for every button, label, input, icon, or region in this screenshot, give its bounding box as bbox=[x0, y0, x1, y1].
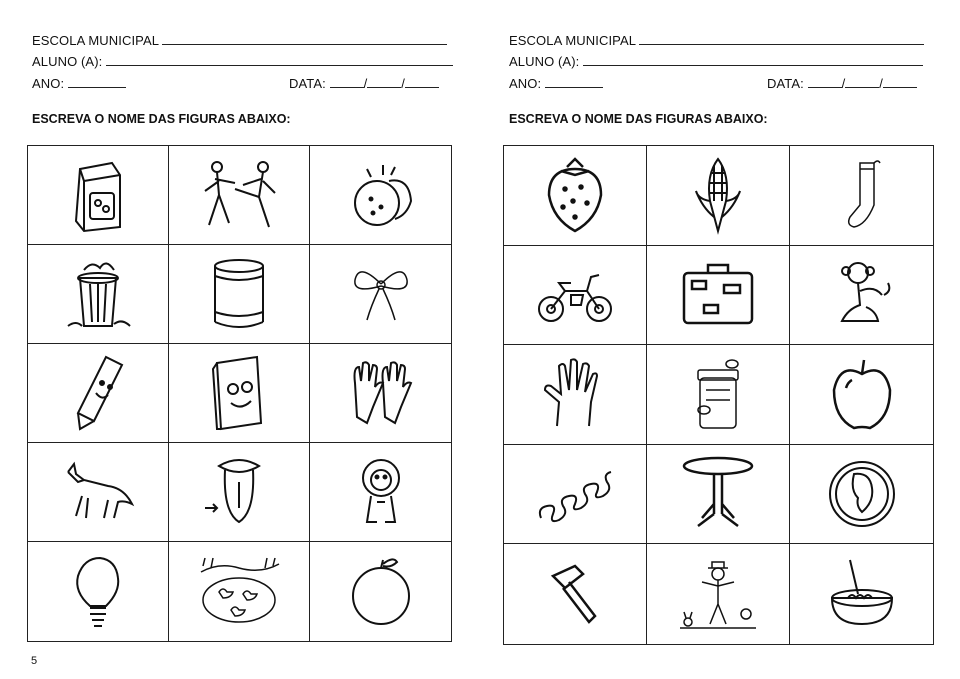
figure-cell bbox=[647, 544, 790, 644]
figure-cell bbox=[647, 345, 790, 445]
gloves-icon bbox=[337, 353, 425, 433]
school-label: ESCOLA MUNICIPAL bbox=[509, 33, 636, 48]
school-blank[interactable] bbox=[162, 33, 447, 45]
noodle-bowl-icon bbox=[818, 554, 906, 634]
student-line bbox=[32, 54, 453, 69]
apple-icon bbox=[818, 354, 906, 434]
year-line bbox=[509, 76, 603, 91]
ducks-pond-icon bbox=[195, 552, 283, 632]
tongue-mouth-icon bbox=[195, 452, 283, 532]
bow-icon bbox=[337, 254, 425, 334]
motorcycle-icon bbox=[531, 255, 619, 335]
book-icon bbox=[195, 353, 283, 433]
school-blank[interactable] bbox=[639, 33, 924, 45]
date-label: DATA: bbox=[767, 76, 804, 91]
figure-cell bbox=[790, 246, 933, 346]
figure-cell bbox=[790, 345, 933, 445]
date-label: DATA: bbox=[289, 76, 326, 91]
page-number: 5 bbox=[31, 655, 38, 667]
corn-icon bbox=[674, 155, 762, 235]
date-separator: / bbox=[841, 76, 846, 91]
trash-can-icon bbox=[54, 254, 142, 334]
figure-cell bbox=[504, 246, 647, 346]
milk-carton-icon bbox=[54, 155, 142, 235]
student-blank[interactable] bbox=[106, 54, 453, 66]
figure-cell bbox=[790, 445, 933, 545]
pencil-icon bbox=[54, 353, 142, 433]
figure-cell bbox=[169, 245, 310, 344]
figure-cell bbox=[310, 443, 451, 542]
spring-icon bbox=[531, 454, 619, 534]
strawberry-icon bbox=[531, 155, 619, 235]
student-label: ALUNO (A): bbox=[509, 54, 580, 69]
school-line bbox=[509, 33, 924, 48]
tin-can-icon bbox=[195, 254, 283, 334]
year-line bbox=[32, 76, 126, 91]
light-bulb-icon bbox=[54, 552, 142, 632]
figure-cell bbox=[28, 344, 169, 443]
orange-fruit-icon bbox=[337, 155, 425, 235]
figure-grid bbox=[503, 145, 934, 645]
hammer-icon bbox=[531, 554, 619, 634]
suitcase-icon bbox=[674, 255, 762, 335]
karate-fighters-icon bbox=[195, 155, 283, 235]
table-icon bbox=[674, 454, 762, 534]
year-label: ANO: bbox=[32, 76, 65, 91]
fox-icon bbox=[54, 452, 142, 532]
date-separator: / bbox=[363, 76, 368, 91]
figure-cell bbox=[28, 443, 169, 542]
date-separator: / bbox=[401, 76, 406, 91]
date-separator: / bbox=[879, 76, 884, 91]
coin-icon bbox=[818, 454, 906, 534]
year-date-blank[interactable] bbox=[883, 76, 917, 88]
year-date-blank[interactable] bbox=[405, 76, 439, 88]
instruction: ESCREVA O NOME DAS FIGURAS ABAIXO: bbox=[32, 112, 291, 126]
right-worksheet bbox=[499, 0, 949, 679]
month-blank[interactable] bbox=[367, 76, 401, 88]
figure-cell bbox=[504, 445, 647, 545]
orange-icon bbox=[337, 552, 425, 632]
figure-cell bbox=[169, 443, 310, 542]
date-line bbox=[767, 76, 917, 91]
date-line bbox=[289, 76, 439, 91]
figure-cell bbox=[504, 345, 647, 445]
left-worksheet bbox=[22, 0, 472, 679]
month-blank[interactable] bbox=[845, 76, 879, 88]
lion-icon bbox=[337, 452, 425, 532]
figure-cell bbox=[647, 146, 790, 246]
figure-cell bbox=[310, 344, 451, 443]
school-label: ESCOLA MUNICIPAL bbox=[32, 33, 159, 48]
year-blank[interactable] bbox=[545, 76, 603, 88]
student-line bbox=[509, 54, 923, 69]
figure-cell bbox=[790, 146, 933, 246]
day-blank[interactable] bbox=[808, 76, 842, 88]
year-blank[interactable] bbox=[68, 76, 126, 88]
figure-cell bbox=[169, 542, 310, 641]
figure-cell bbox=[647, 445, 790, 545]
instruction: ESCREVA O NOME DAS FIGURAS ABAIXO: bbox=[509, 112, 768, 126]
figure-cell bbox=[28, 245, 169, 344]
figure-cell bbox=[310, 542, 451, 641]
figure-cell bbox=[169, 344, 310, 443]
figure-grid bbox=[27, 145, 452, 642]
day-blank[interactable] bbox=[330, 76, 364, 88]
figure-cell bbox=[169, 146, 310, 245]
figure-cell bbox=[28, 542, 169, 641]
figure-cell bbox=[504, 544, 647, 644]
figure-cell bbox=[310, 146, 451, 245]
school-line bbox=[32, 33, 447, 48]
hand-icon bbox=[531, 354, 619, 434]
student-blank[interactable] bbox=[583, 54, 923, 66]
farmer-scene-icon bbox=[674, 554, 762, 634]
year-label: ANO: bbox=[509, 76, 542, 91]
sock-icon bbox=[818, 155, 906, 235]
figure-cell bbox=[504, 146, 647, 246]
honey-jar-icon bbox=[674, 354, 762, 434]
monkey-icon bbox=[818, 255, 906, 335]
figure-cell bbox=[647, 246, 790, 346]
figure-cell bbox=[28, 146, 169, 245]
figure-cell bbox=[310, 245, 451, 344]
student-label: ALUNO (A): bbox=[32, 54, 103, 69]
figure-cell bbox=[790, 544, 933, 644]
